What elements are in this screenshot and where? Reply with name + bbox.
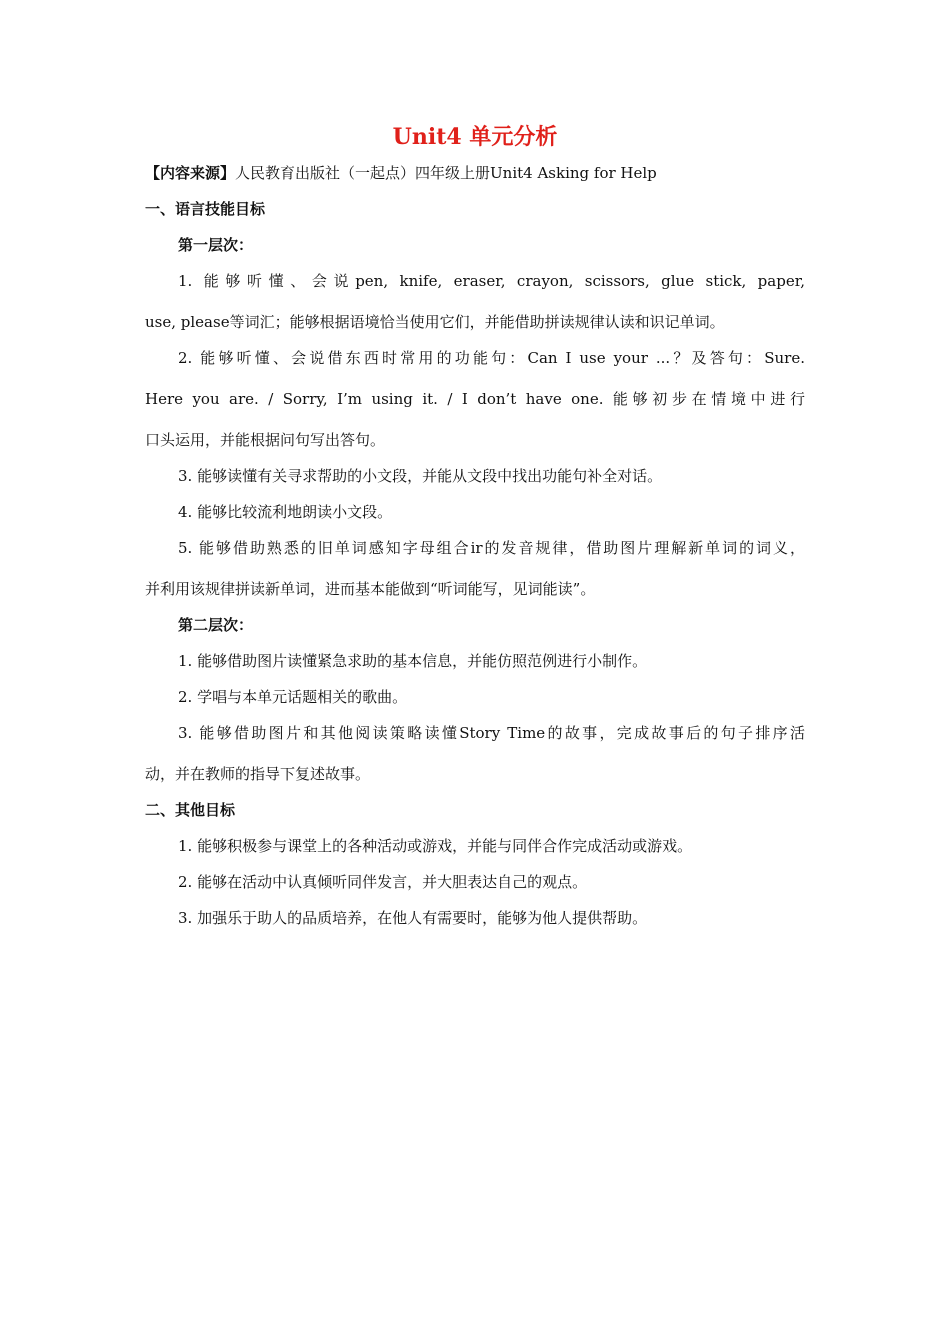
source-label: 【内容来源】 <box>145 164 236 182</box>
section2-item3: 3. 加强乐于助人的品质培养，在他人有需要时，能够为他人提供帮助。 <box>178 909 648 927</box>
level1-item1-line1: 1. 能够听懂、会说pen, knife, eraser, crayon, scissors, glue stick, paper, <box>178 272 805 290</box>
level1-item4: 4. 能够比较流利地朗读小文段。 <box>178 503 393 521</box>
section2-item1: 1. 能够积极参与课堂上的各种活动或游戏，并能与同伴合作完成活动或游戏。 <box>178 837 693 855</box>
level2-item2: 2. 学唱与本单元话题相关的歌曲。 <box>178 688 408 706</box>
level1-item5-line1: 5. 能够借助熟悉的旧单词感知字母组合ir的发音规律，借助图片理解新单词的词义， <box>178 539 805 557</box>
page-title: Unit4 单元分析 <box>392 124 558 150</box>
level1-item2-line2: Here you are. / Sorry, I’m using it. / I don’t have one. 能够初步在情境中进行 <box>145 390 805 408</box>
section1-heading: 一、语言技能目标 <box>145 200 266 218</box>
level1-item1-line2: use, please等词汇；能够根据语境恰当使用它们，并能借助拼读规律认读和识记单词。 <box>145 313 725 331</box>
level1-item5-line2: 并利用该规律拼读新单词，进而基本能做到“听词能写，见词能读”。 <box>145 580 596 598</box>
level1-item2-line1: 2. 能够听懂、会说借东西时常用的功能句：Can I use your ...？及答句：Sure. <box>178 349 805 367</box>
source-text: 人民教育出版社（一起点）四年级上册Unit4 Asking for Help <box>235 164 657 182</box>
level2-item3-line1: 3. 能够借助图片和其他阅读策略读懂Story Time的故事，完成故事后的句子排序活 <box>178 724 805 742</box>
level2-item3-line2: 动，并在教师的指导下复述故事。 <box>145 765 371 783</box>
section2-item2: 2. 能够在活动中认真倾听同伴发言，并大胆表达自己的观点。 <box>178 873 588 891</box>
level1-item3: 3. 能够读懂有关寻求帮助的小文段，并能从文段中找出功能句补全对话。 <box>178 467 663 485</box>
level1-heading: 第一层次： <box>178 236 254 254</box>
source-line <box>145 163 657 183</box>
level2-heading: 第二层次： <box>178 616 254 634</box>
level1-item2-line3: 口头运用，并能根据问句写出答句。 <box>145 431 386 449</box>
section2-heading: 二、其他目标 <box>145 801 236 819</box>
level2-item1: 1. 能够借助图片读懂紧急求助的基本信息，并能仿照范例进行小制作。 <box>178 652 648 670</box>
